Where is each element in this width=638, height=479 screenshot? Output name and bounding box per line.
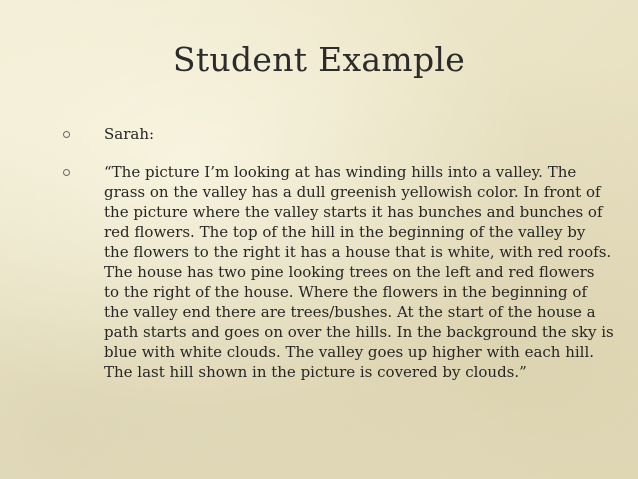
quote-line: path starts and goes on over the hills. In the background the sky is bbox=[104, 323, 614, 341]
quote-line: The last hill shown in the picture is covered by clouds.” bbox=[104, 363, 527, 381]
quote-line: red flowers. The top of the hill in the beginning of the valley by bbox=[104, 223, 586, 241]
quote-line: grass on the valley has a dull greenish yellowish color. In front of bbox=[104, 183, 601, 201]
quote-line: “The picture I’m looking at has winding hills into a valley. The bbox=[104, 163, 577, 181]
circle-bullet-icon bbox=[63, 131, 70, 138]
quote-line: blue with white clouds. The valley goes up higher with each hill. bbox=[104, 343, 595, 361]
quote-line: to the right of the house. Where the flowers in the beginning of bbox=[104, 283, 587, 301]
slide-title: Student Example bbox=[172, 40, 466, 79]
quote-line: the flowers to the right it has a house that is white, with red roofs. bbox=[104, 243, 612, 261]
quote-line: the valley end there are trees/bushes. At the start of the house a bbox=[104, 303, 596, 321]
speaker-name: Sarah: bbox=[104, 125, 155, 143]
quote-line: The house has two pine looking trees on the left and red flowers bbox=[104, 263, 595, 281]
quote-line: the picture where the valley starts it has bunches and bunches of bbox=[104, 203, 603, 221]
quote-paragraph bbox=[104, 162, 614, 382]
circle-bullet-icon bbox=[63, 169, 70, 176]
